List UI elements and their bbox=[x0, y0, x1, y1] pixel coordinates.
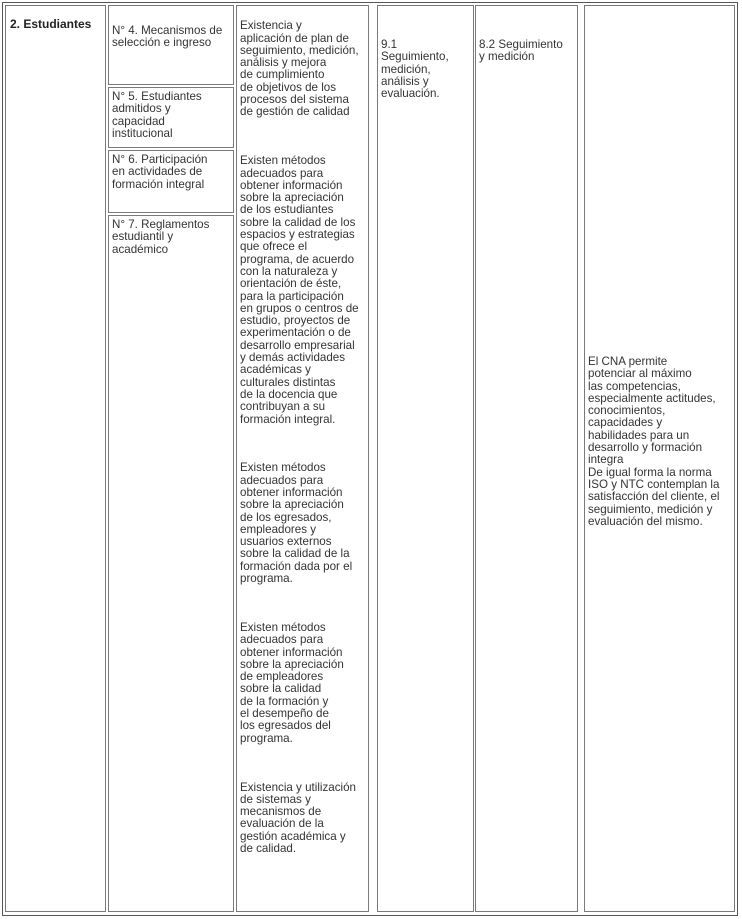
characteristics-cell bbox=[236, 5, 369, 912]
spacer bbox=[240, 131, 365, 143]
section-cell: 2. Estudiantes bbox=[5, 5, 106, 912]
spacer bbox=[240, 757, 365, 769]
factor-cell-6: N° 6. Participación en actividades de formación integral bbox=[108, 150, 234, 213]
characteristic-text-1: Existencia y aplicación de plan de seguimiento, medición, análisis y mejora de cumplimiento de objetivos de los procesos del sistema de gestión de calidad bbox=[240, 19, 359, 119]
characteristic-text-3: Existen métodos adecuados para obtener información sobre la apreciación de los egresados, empleadores y usuarios externos sobre la calidad de la formación dada por el programa. bbox=[240, 461, 353, 586]
factor-cell-7: N° 7. Reglamentos estudiantil y académico bbox=[108, 215, 234, 912]
ntc-cell: 8.2 Seguimiento y medición bbox=[475, 5, 578, 912]
characteristic-text-2: Existen métodos adecuados para obtener información sobre la apreciación de los estudiantes sobre la calidad de los espacios y estrategias que ofrece el programa, de acuerdo con la naturaleza y orientación de éste, para la participación en grupos o centros de estudio, proyectos de experimentación o de desarrollo empresarial y demás actividades académicas y culturales distintas de la docencia que contribuyan a su formación integral. bbox=[240, 154, 359, 426]
cna-cell: El CNA permite potenciar al máximo las competencias, especialmente actitudes, conocimientos, capacidades y habilidades para un desarrollo y formación integra De igual forma la norma ISO y NTC contemplan la satisfacción del cliente, el seguimiento, medición y evaluación del mismo. bbox=[584, 5, 735, 912]
iso-cell: 9.1 Seguimiento, medición, análisis y evaluación. bbox=[377, 5, 474, 912]
characteristic-text-5: Existencia y utilización de sistemas y mecanismos de evaluación de la gestión académica y de calidad. bbox=[240, 780, 356, 855]
spacer bbox=[240, 598, 365, 610]
characteristic-text-4: Existen métodos adecuados para obtener información sobre la apreciación de empleadores sobre la calidad de la formación y el desempeño de los egresados del programa. bbox=[240, 620, 344, 745]
factor-cell-4: N° 4. Mecanismos de selección e ingreso bbox=[108, 5, 234, 85]
factor-cell-5: N° 5. Estudiantes admitidos y capacidad institucional bbox=[108, 87, 234, 148]
spacer bbox=[240, 438, 365, 450]
